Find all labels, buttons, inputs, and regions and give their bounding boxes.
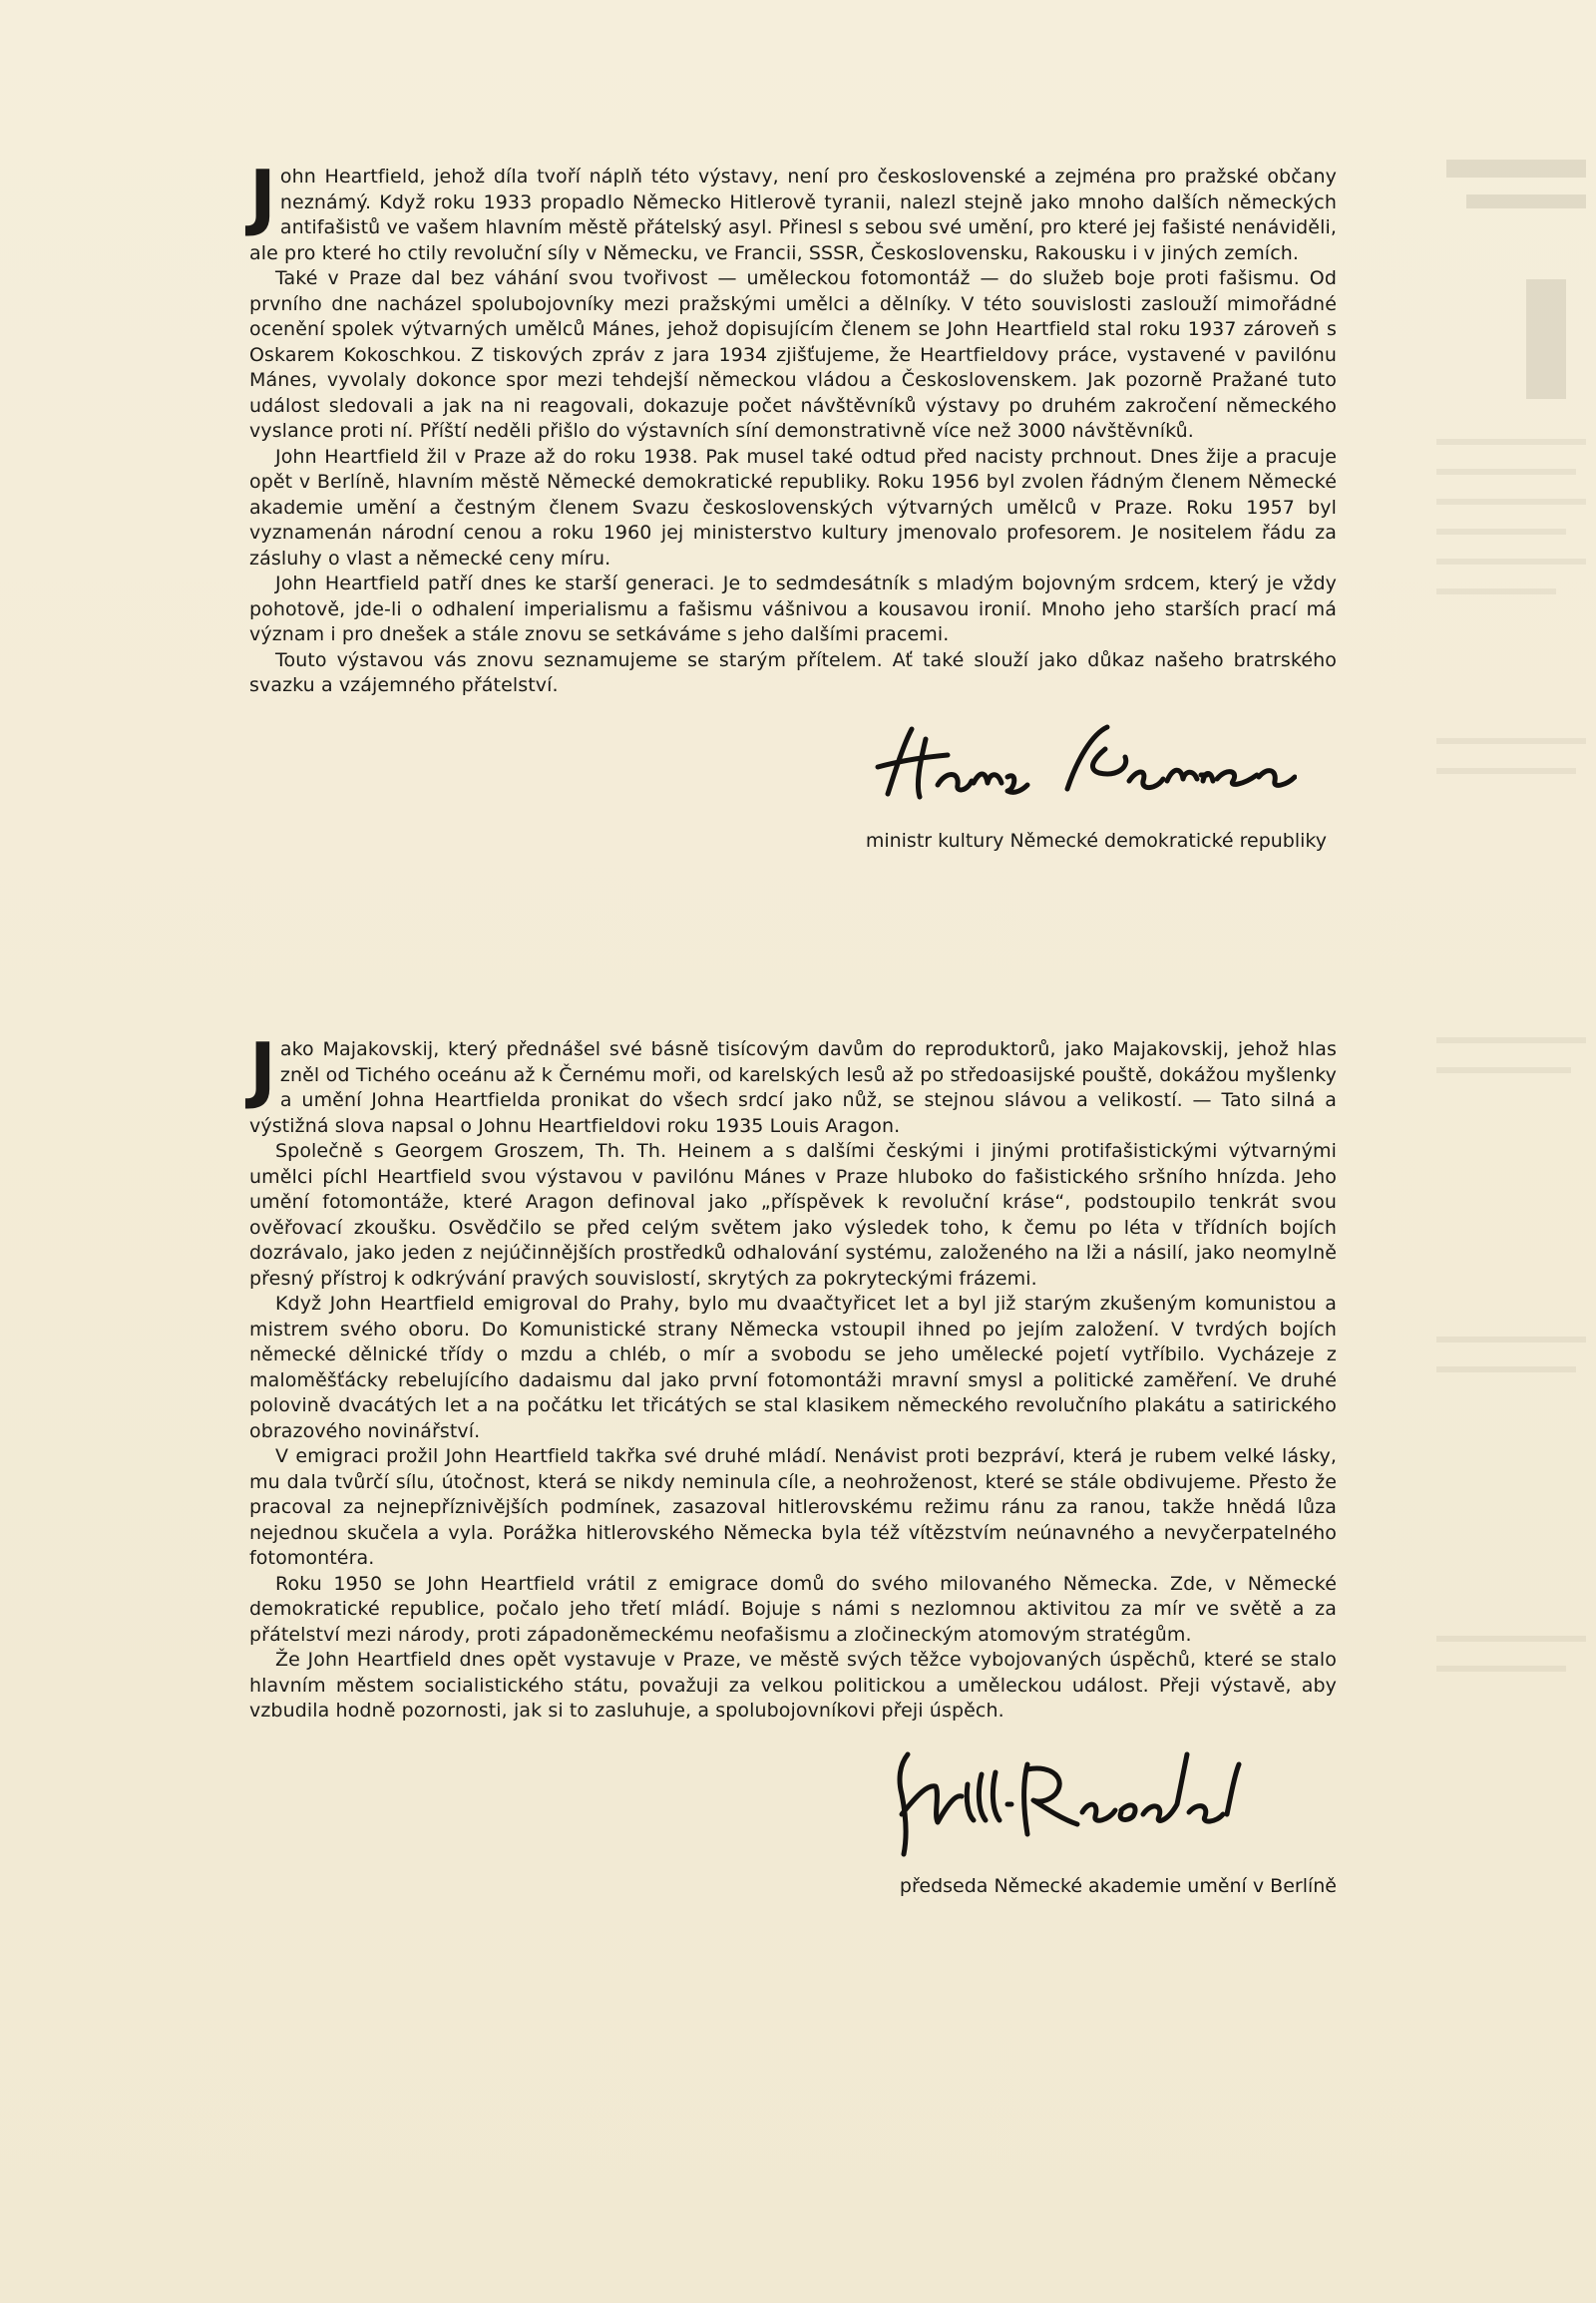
- statement-minister-of-culture: [249, 155, 1337, 854]
- paragraph: [249, 155, 1337, 266]
- signature-caption: předseda Německé akademie umění v Berlíně: [899, 1874, 1337, 1897]
- signature-block: [249, 699, 1337, 829]
- handwritten-signature-willi-bredel-icon: [878, 1725, 1257, 1864]
- paragraph: Když John Heartfield emigroval do Prahy, bylo mu dvaačtyřicet let a byl již starým zkušeným komunistou a mistrem svého oboru. Do Komunistické strany Německa vstoupil ihned po jejím založení. V tvrdých bojích německé dělnické třídy o mzdu a chléb, o mír a svobodu se jeho umělecké pojetí vytříbilo. Vycházeje z maloměšťácky rebelujícího dadaismu dal jako první fotomontáži mravní smysl a politické zaměření. Ve druhé polovině dvacátých let a na počátku let třicátých se stal klasikem německého revolučního plakátu a satirického obrazového novinářství.: [249, 1293, 1337, 1442]
- paragraph: John Heartfield patří dnes ke starší generaci. Je to sedmdesátník s mladým bojovným srdcem, který je vždy pohotově, jde-li o odhalení imperialismu a fašismu vášnivou a kousavou ironií. Mnoho jeho starších prací má význam i pro dnešek a stále znovu se setkáváme s jeho dalšími pracemi.: [249, 573, 1337, 645]
- paragraph: Roku 1950 se John Heartfield vrátil z emigrace domů do svého milovaného Německa. Zde, v Německé demokratické republice, počalo jeho třetí mládí. Bojuje s námi s nezlomnou aktivitou za mír ve světě a za přátelství mezi národy, proti západoněmeckému neofašismu a zločineckým atomovým stratégům.: [249, 1572, 1337, 1646]
- paragraph: John Heartfield žil v Praze až do roku 1938. Pak musel také odtud před nacisty prchnout. Dnes žije a pracuje opět v Berlíně, hlavním městě Německé demokratické republiky. Roku 1956 byl zvolen řádným členem Německé akademie umění a čestným členem Svazu československých výtvarných umělců v Praze. Roku 1957 byl vyznamenán národní cenou a roku 1960 jej ministerstvo kultury jmenovalo profesorem. Je nositelem řádu za zásluhy o vlast a německé ceny míru.: [249, 445, 1337, 570]
- show-through-background: [1436, 140, 1596, 2134]
- drop-cap: J: [249, 155, 276, 238]
- paragraph: Že John Heartfield dnes opět vystavuje v Praze, ve městě svých těžce vybojovaných úspěchů, které se stalo hlavním městem socialistického státu, považuji za velkou politickou a uměleckou událost. Přeji výstavě, aby vzbudila hodně pozornosti, jak si to zasluhuje, a spolubojovníkovi přeji úspěch.: [249, 1649, 1337, 1722]
- statement-academy-president: [249, 1027, 1337, 1899]
- paragraph-text: ako Majakovskij, který přednášel své básně tisícovým davům do reproduktorů, jako Majakovskij, jehož hlas zněl od Tichého oceánu až k Černému moři, od karelských lesů až po středoasijské pouště, dokážou myšlenky a umění Johna Heartfielda pronikat do všech srdcí jako nůž, se stejnou slávou a velikostí. — Tato silná a výstižná slova napsal o Johnu Heartfieldovi roku 1935 Louis Aragon.: [249, 1038, 1337, 1137]
- signature-caption: ministr kultury Německé demokratické republiky: [865, 829, 1327, 852]
- paragraph: Také v Praze dal bez váhání svou tvořivost — uměleckou fotomontáž — do služeb boje proti fašismu. Od prvního dne nacházel spolubojovníky mezi pražskými umělci a dělníky. V této souvislosti zaslouží mimořádné ocenění spolek výtvarných umělců Mánes, jehož dopisujícím členem se John Heartfield stal roku 1937 zároveň s Oskarem Kokoschkou. Z tiskových zpráv z jara 1934 zjišťujeme, že Heartfieldovy práce, vystavené v pavilónu Mánes, vyvolaly dokonce spor mezi tehdejší německou vládou a Československem. Jak pozorně Pražané tuto událost sledovali a jak na ni reagovali, dokazuje počet návštěvníků výstavy po druhém zakročení německého vyslance proti ní. Příští neděli přišlo do výstavních síní demonstrativně více než 3000 návštěvníků.: [249, 267, 1337, 442]
- paragraph-text: ohn Heartfield, jehož díla tvoří náplň této výstavy, není pro československé a zejména pro pražské občany neznámý. Když roku 1933 propadlo Německo Hitlerově tyranii, nalezl stejně jako mnoho dalších německých antifašistů ve vašem hlavním městě přátelský asyl. Přinesl s sebou své umění, pro které jej fašisté nenáviděli, ale pro které ho ctily revoluční síly v Německu, ve Francii, SSSR, Československu, Rakousku i v jiných zemích.: [249, 166, 1337, 264]
- paragraph: V emigraci prožil John Heartfield takřka své druhé mládí. Nenávist proti bezpráví, která je rubem velké lásky, mu dala tvůrčí sílu, útočnost, která se nikdy neminula cíle, a neohroženost, které se stále obdivujeme. Přesto že pracoval za nejnepříznivějších podmínek, zasazoval hitlerovskému režimu ránu za ranou, takže hnědá lůza nejednou skučela a vyla. Porážka hitlerovského Německa byla též vítězstvím neúnavného a nevyčerpatelného fotomontéra.: [249, 1445, 1337, 1569]
- show-through-marks-icon: [1436, 140, 1596, 2134]
- paragraph: Touto výstavou vás znovu seznamujeme se starým přítelem. Ať také slouží jako důkaz našeho bratrského svazku a vzájemného přátelství.: [249, 648, 1337, 696]
- drop-cap: J: [249, 1027, 276, 1111]
- handwritten-signature-hans-bentzien-icon: [868, 719, 1297, 809]
- signature-block: [249, 1725, 1337, 1874]
- paragraph: Společně s Georgem Groszem, Th. Th. Heinem a s dalšími českými i jinými protifašistickými výtvarnými umělci píchl Heartfield svou výstavou v pavilónu Mánes v Praze hluboko do fašistického sršního hnízda. Jeho umění fotomontáže, které Aragon definoval jako „příspěvek k revoluční kráse“, podstoupilo tenkrát svou ověřovací zkoušku. Osvědčilo se před celým světem jako výsledek toho, k čemu po léta v třídních bojích dozrávalo, jako jeden z nejúčinnějších prostředků odhalování systému, založeného na lži a násilí, jako neomylně přesný přístroj k odkrývání pravých souvislostí, skrytých za pokryteckými frázemi.: [249, 1140, 1337, 1290]
- paragraph: [249, 1027, 1337, 1139]
